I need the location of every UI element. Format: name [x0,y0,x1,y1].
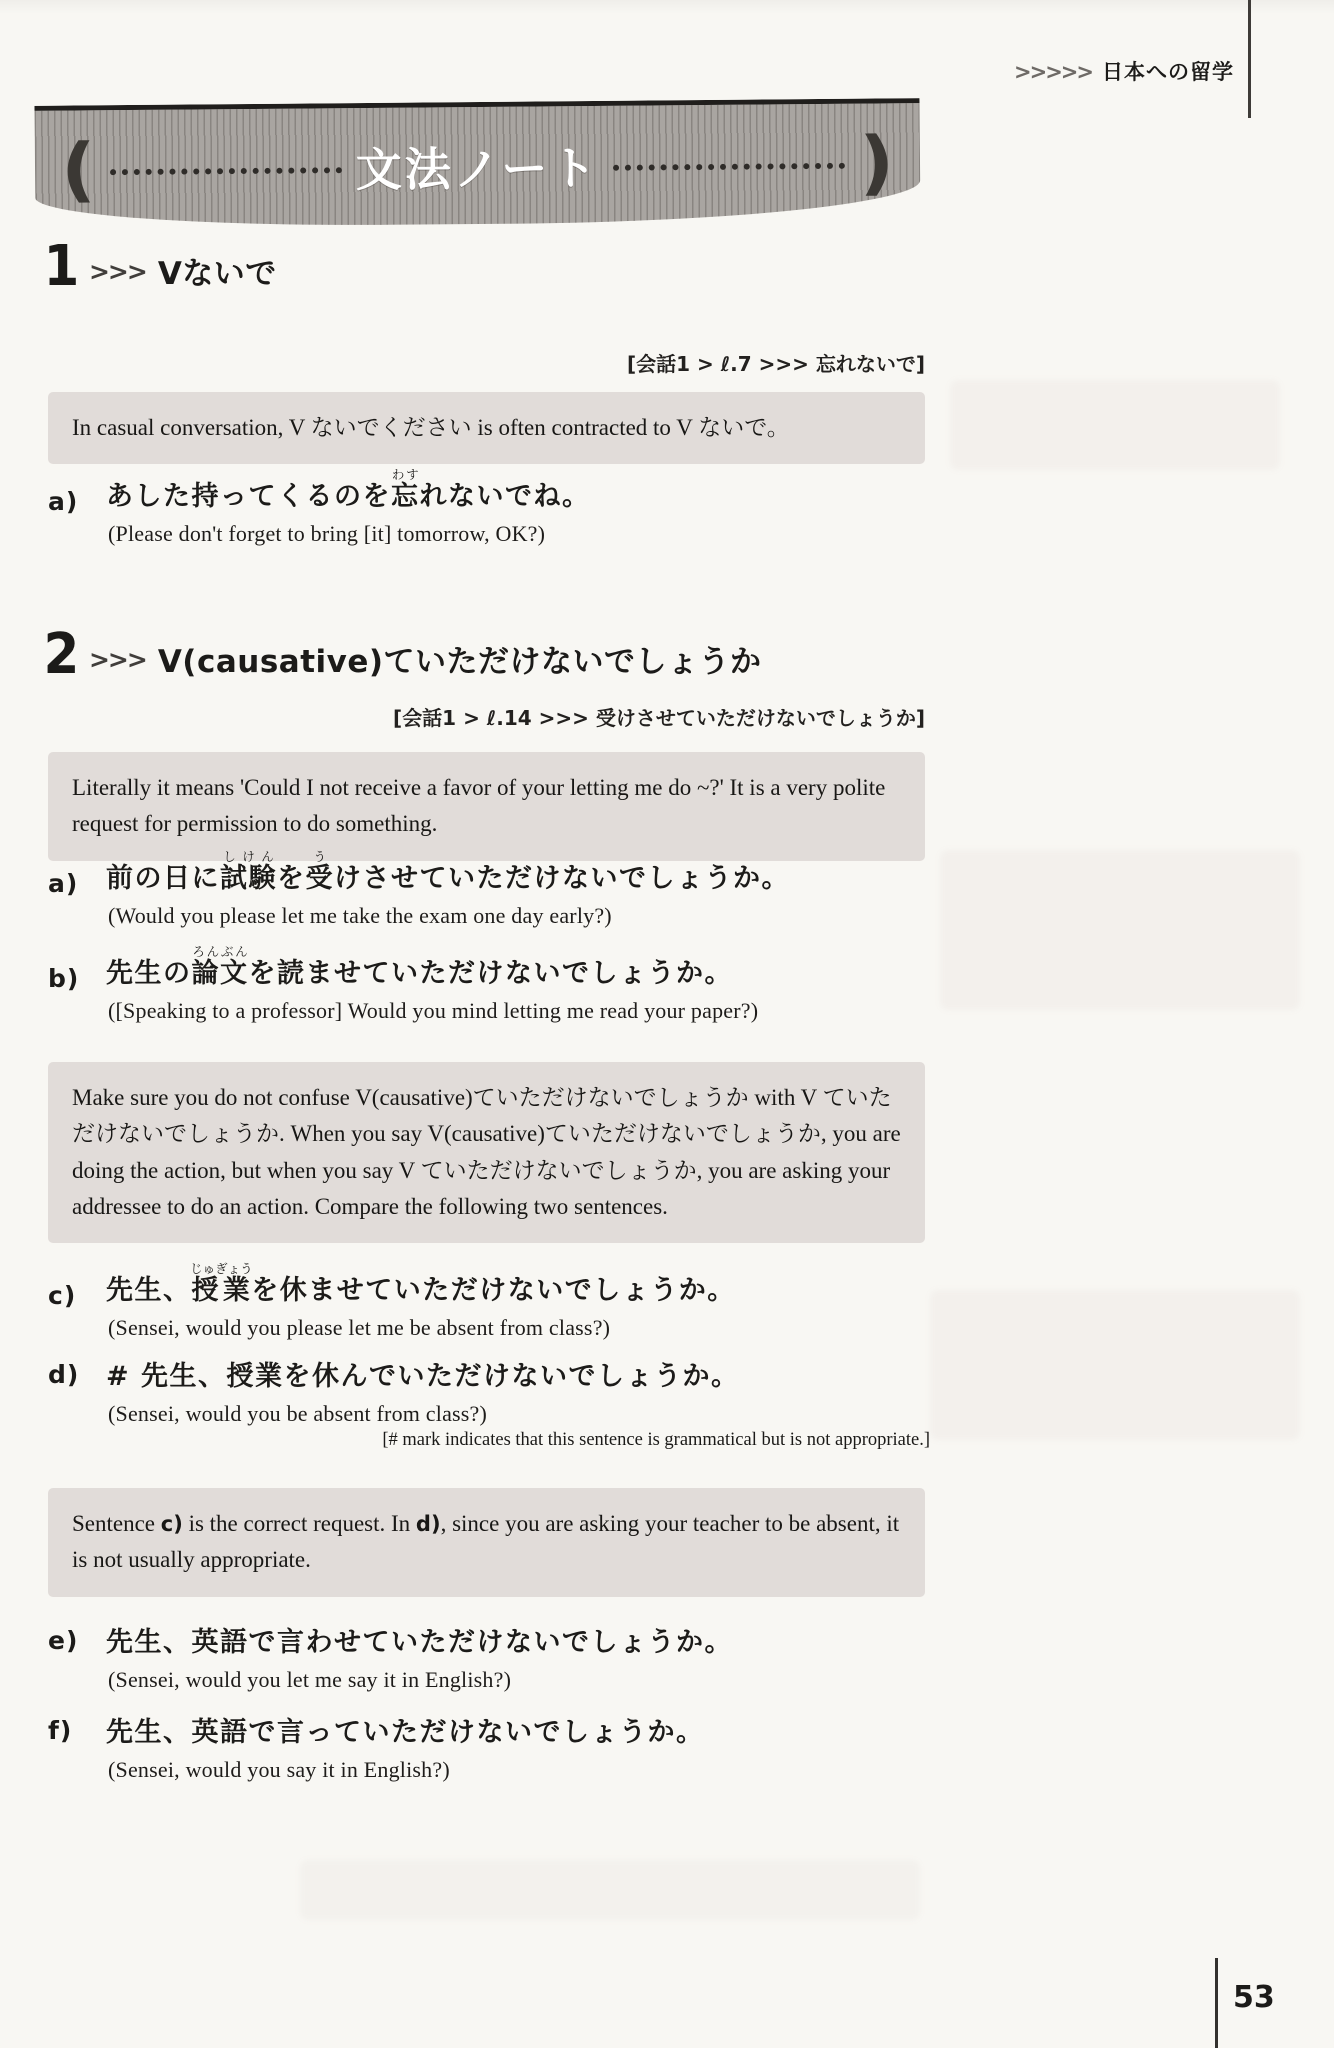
example-translation: ([Speaking to a professor] Would you mind letting me read your paper?) [108,997,759,1023]
banner-title: 文法ノート [355,140,600,197]
section2-title: V(causative)ていただけないでしょうか [157,644,762,680]
note-text: Make sure you do not confuse V(causative)ていただけないでしょうか with V ていただけないでしょうか. When you say V(causative)ていただけないでしょうか, you are doing the action, but when you say V ていただけないでしょうか, you are asking your addressee to do an action. Compare the following two sentences. [72,1085,901,1219]
example-translation: (Sensei, would you please let me be absent from class?) [108,1314,611,1340]
ruby-base: 論文 [191,958,249,989]
chevrons-icon: >>> [88,257,146,286]
furigana: う [305,849,334,864]
section1-heading [42,234,277,300]
sentence-c-ref: c) [160,1512,183,1536]
example-label: a) [48,487,79,516]
jp-segment: あした持ってくるのを [106,481,391,512]
example-label: f) [48,1716,73,1745]
section2-note-box-3 [48,1488,925,1597]
note-text: In casual conversation, V ないでください is often contracted to V ないで。 [72,415,790,440]
jp-segment: れないでね。 [419,481,591,512]
bleed-through-artifact [930,1290,1300,1440]
example-2e [48,1626,948,1693]
jp-segment: 先生の [106,958,192,989]
section2-note-box-2 [48,1062,925,1243]
section1-note-box [48,392,925,464]
example-body [106,1716,705,1783]
chapter-header-label: 日本への留学 [1102,60,1234,84]
example-label: c) [48,1281,77,1310]
dotted-leader-left [110,167,342,175]
section1-number: 1 [43,234,78,300]
example-body [106,1626,733,1693]
example-translation: (Please don't forget to bring [it] tomorrow, OK?) [108,520,546,546]
ruby-base: 試験 [220,863,277,894]
example-translation: (Sensei, would you let me say it in English?) [108,1666,512,1692]
example-translation: (Would you please let me take the exam one day early?) [108,902,612,928]
bleed-through-artifact [940,850,1300,1010]
section2-heading [42,622,762,688]
footer-vertical-rule [1215,1958,1218,2048]
close-paren-icon: ) [858,120,895,203]
example-translation: (Sensei, would you say it in English?) [108,1756,450,1782]
jp-segment: # 先生、授業を休んでいただけないでしょうか。 [106,1361,740,1392]
example-2f [48,1716,948,1783]
bleed-through-artifact [300,1860,920,1920]
chevrons-icon: >>>>> [1014,60,1092,84]
example-japanese [106,850,790,896]
furigana: しけん [220,849,277,864]
jp-segment: けさせていただけないでしょうか。 [334,863,790,894]
note-text: , since you are asking your teacher to be absent, it is not usually appropriate. [72,1511,900,1573]
jp-segment: 先生、英語で言っていただけないでしょうか。 [106,1717,705,1748]
ruby-base: 授業 [190,1275,253,1306]
chapter-header [1014,56,1234,86]
example-label: d) [48,1360,80,1389]
example-label: a) [48,869,79,898]
example-label: e) [48,1626,79,1655]
note-text: Sentence [72,1511,161,1536]
example-label: b) [48,964,80,993]
section2-reference: [会話1 > ℓ.14 >>> 受けさせていただけないでしょうか] [393,706,925,730]
sentence-d-ref: d) [415,1512,441,1536]
page-number: 53 [1233,1980,1275,2015]
bleed-through-artifact [950,380,1280,470]
ruby-annotation [305,849,335,894]
jp-segment: 先生、英語で言わせていただけないでしょうか。 [106,1627,733,1658]
jp-segment: 先生、 [106,1275,192,1306]
example-japanese [106,1262,736,1308]
ruby-base: 忘 [391,481,420,512]
chevrons-icon: >>> [88,645,146,674]
example-japanese [106,945,758,991]
hash-mark-note: [# mark indicates that this sentence is grammatical but is not appropriate.] [382,1430,930,1450]
jp-segment: 前の日に [106,863,220,894]
jp-segment: を休ませていただけないでしょうか。 [251,1275,736,1306]
ruby-annotation [191,944,249,989]
ruby-annotation [190,1261,253,1306]
section2-note-box-1 [48,752,925,861]
furigana: わす [391,467,420,482]
jp-segment: を [277,863,306,894]
example-2b [48,945,948,1024]
example-japanese [106,468,591,514]
example-japanese [106,1360,740,1394]
ruby-annotation [391,467,420,512]
example-japanese [106,1716,705,1750]
example-2c [48,1262,948,1341]
example-2d [48,1360,948,1427]
ruby-annotation [220,849,277,894]
example-body [106,1360,740,1427]
example-body [106,850,790,929]
example-body [106,945,758,1024]
dotted-leader-right [613,162,845,170]
example-body [106,468,591,547]
note-text: Literally it means 'Could I not receive a favor of your letting me do ~?' It is a very polite request for permission to do something. [72,775,886,837]
note-text: is the correct request. In [182,1511,416,1536]
open-paren-icon: ( [60,127,97,210]
ruby-base: 受 [305,863,334,894]
section1-title: Vないで [157,256,277,292]
example-2a [48,850,948,929]
example-1a [48,468,948,547]
example-japanese [106,1626,733,1660]
example-body [106,1262,736,1341]
section1-reference: [会話1 > ℓ.7 >>> 忘れないで] [626,352,925,376]
example-translation: (Sensei, would you be absent from class?) [108,1400,488,1426]
furigana: じゅぎょう [190,1261,253,1276]
header-vertical-rule [1248,0,1251,118]
section2-number: 2 [43,622,78,688]
jp-segment: を読ませていただけないでしょうか。 [248,958,733,989]
grammar-note-banner [34,98,920,228]
furigana: ろんぶん [191,944,249,959]
